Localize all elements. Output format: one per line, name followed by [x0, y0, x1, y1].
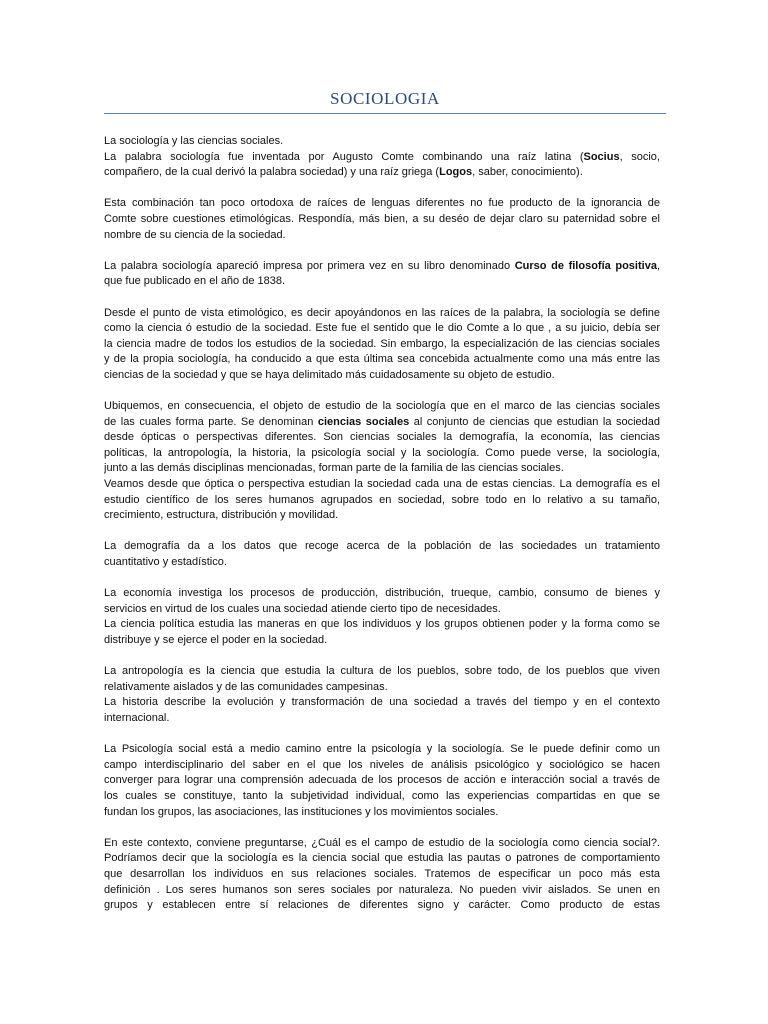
text-line — [104, 851, 660, 867]
text-run: En este contexto, conviene preguntarse, ¿Cuál es el campo de estudio de la sociología como ciencia social?. — [104, 836, 660, 849]
text-line — [104, 633, 660, 649]
text-run: los cuales se constituye, tanto la subjetividad individual, como las experiencias compartidas en que se — [104, 789, 660, 802]
text-run: que desarrollan los individuos en sus relaciones sociales. Tratemos de especificar un poco más esta — [104, 867, 660, 880]
text-run: fundan los grupos, las asociaciones, las instituciones y los movimientos sociales. — [104, 805, 499, 818]
bold-term: Curso de filosofía positiva — [514, 259, 657, 272]
text-line — [104, 789, 660, 805]
text-run: La economía investiga los procesos de producción, distribución, trueque, cambio, consumo de bienes y — [104, 587, 660, 600]
text-line — [104, 212, 660, 228]
text-line — [104, 555, 660, 571]
text-run: definición . Los seres humanos son seres sociales por naturaleza. No pueden vivir aislados. Se unen en — [104, 883, 660, 896]
text-run: converger para lograr una comprensión adecuada de los procesos de acción e interacción social a través de — [104, 774, 660, 787]
text-run: relativamente aislados y de las comunidades campesinas. — [104, 680, 388, 693]
text-run: grupos y establecen entre sí relaciones de diferentes signo y carácter. Como producto de estas — [104, 899, 660, 912]
text-run: internacional. — [104, 711, 170, 724]
text-line — [104, 415, 660, 431]
text-line — [104, 150, 660, 166]
text-line — [104, 337, 660, 353]
text-line — [104, 883, 660, 899]
text-line — [104, 352, 660, 368]
text-run: campo interdisciplinario del saber en el que los niveles de análisis psicológico y sociológico se hacen — [104, 758, 660, 771]
text-run: La sociología y las ciencias sociales. — [104, 135, 284, 147]
text-run: la ciencia madre de todos los estudios de la sociedad. Sin embargo, la especialización de las ciencias sociales — [104, 337, 660, 350]
paragraph-gap — [104, 181, 660, 197]
text-run: La historia describe la evolución y transformación de una sociedad a través del tiempo y en el contexto — [104, 696, 660, 709]
text-run: servicios en virtud de los cuales una sociedad atiende cierto tipo de necesidades. — [104, 602, 501, 615]
text-line — [104, 134, 660, 150]
title-underline — [104, 113, 666, 114]
text-run: , saber, conocimiento). — [472, 166, 583, 179]
text-line — [104, 602, 660, 618]
text-run: Comte sobre cuestiones etimológicas. Respondía, más bien, a su deséo de dejar claro su paternidad sobre el — [104, 212, 660, 225]
text-line — [104, 368, 660, 384]
text-run: compañero, de la cual derivó la palabra sociedad) y una raíz griega ( — [104, 166, 440, 179]
paragraph-gap — [104, 571, 660, 587]
paragraph-gap — [104, 820, 660, 836]
text-line — [104, 306, 660, 322]
text-run: crecimiento, estructura, distribución y movilidad. — [104, 509, 339, 522]
bold-term: Socius — [583, 150, 620, 163]
text-run: como la ciencia ó estudio de la sociedad. Este fue el sentido que le dio Comte a lo que , a su juicio, debía ser — [104, 322, 660, 335]
text-run: Desde el punto de vista etimológico, es decir apoyándonos en las raíces de la palabra, la sociología se define — [104, 306, 660, 319]
paragraph-gap — [104, 384, 660, 400]
document-body — [104, 134, 660, 914]
text-run: y de la propia sociología, ha conducido a que esta última sea concebida actualmente como una más entre las — [104, 353, 660, 366]
text-line — [104, 758, 660, 774]
text-run: La Psicología social está a medio camino entre la psicología y la sociología. Se le puede definir como un — [104, 743, 660, 756]
text-line — [104, 196, 660, 212]
text-line — [104, 477, 660, 493]
bold-term: Logos — [439, 166, 473, 179]
text-line — [104, 461, 660, 477]
text-run: cuantitativo y estadístico. — [104, 556, 227, 569]
text-line — [104, 446, 660, 462]
text-line — [104, 680, 660, 696]
text-run: Podríamos decir que la sociología es la ciencia social que estudia las pautas o patrones de comportamiento — [104, 852, 660, 865]
text-line — [104, 711, 660, 727]
paragraph-gap — [104, 243, 660, 259]
text-run: La palabra sociología apareció impresa por primera vez en su libro denominado — [104, 259, 515, 272]
text-run: , — [656, 259, 660, 272]
bold-term: ciencias sociales — [317, 415, 410, 428]
text-line — [104, 664, 660, 680]
text-line — [104, 898, 660, 914]
text-line — [104, 399, 660, 415]
text-line — [104, 586, 660, 602]
text-line — [104, 493, 660, 509]
paragraph-gap — [104, 524, 660, 540]
text-run: que fue publicado en el año de 1838. — [104, 275, 286, 288]
text-line — [104, 321, 660, 337]
text-line — [104, 430, 660, 446]
text-run: La antropología es la ciencia que estudia la cultura de los pueblos, sobre todo, de los pueblos que viven — [104, 665, 660, 678]
text-run: , socio, — [619, 150, 660, 163]
text-line — [104, 805, 660, 821]
text-run: Esta combinación tan poco ortodoxa de raíces de lenguas diferentes no fue producto de la ignorancia de — [104, 197, 660, 210]
text-line — [104, 165, 660, 181]
paragraph-gap — [104, 290, 660, 306]
text-run: junto a las demás disciplinas mencionadas, forman parte de la familia de las ciencias sociales. — [104, 462, 564, 475]
text-run: distribuye y se ejerce el poder en la sociedad. — [104, 634, 328, 646]
document-title: SOCIOLOGIA — [330, 89, 440, 108]
text-run: estudio científico de los seres humanos agrupados en sociedad, sobre todo en lo relativo a su tamaño, — [104, 493, 660, 506]
text-run: políticas, la antropología, la historia, la psicología social y la sociología. Como puede verse, la sociología, — [104, 446, 660, 459]
text-line — [104, 228, 660, 244]
text-run: desde ópticas o perspectivas diferentes. Son ciencias sociales la demografía, la economía, las ciencias — [104, 431, 660, 444]
text-run: Ubiquemos, en consecuencia, el objeto de estudio de la sociología que en el marco de las ciencias sociales — [104, 400, 660, 413]
text-run: nombre de su ciencia de la sociedad. — [104, 228, 286, 241]
text-line — [104, 867, 660, 883]
text-line — [104, 695, 660, 711]
text-line — [104, 742, 660, 758]
text-run: al conjunto de ciencias que estudian la sociedad — [409, 415, 660, 428]
text-run: Veamos desde que óptica o perspectiva estudian la sociedad cada una de estas ciencias. La demografía es el — [104, 478, 660, 491]
text-run: La ciencia política estudia las maneras en que los individuos y los grupos obtienen poder y la forma como se — [104, 618, 660, 631]
text-run: ciencias de la sociedad y que se haya delimitado más cuidadosamente su objeto de estudio. — [104, 368, 555, 381]
paragraph-gap — [104, 727, 660, 743]
text-line — [104, 539, 660, 555]
text-line — [104, 274, 660, 290]
text-run: La palabra sociología fue inventada por Augusto Comte combinando una raíz latina ( — [104, 150, 584, 163]
text-line — [104, 259, 660, 275]
text-run: La demografía da a los datos que recoge acerca de la población de las sociedades un tratamiento — [104, 540, 660, 553]
text-line — [104, 617, 660, 633]
text-line — [104, 836, 660, 852]
text-run: de las cuales forma parte. Se denominan — [104, 415, 318, 428]
text-line — [104, 508, 660, 524]
text-line — [104, 773, 660, 789]
paragraph-gap — [104, 649, 660, 665]
